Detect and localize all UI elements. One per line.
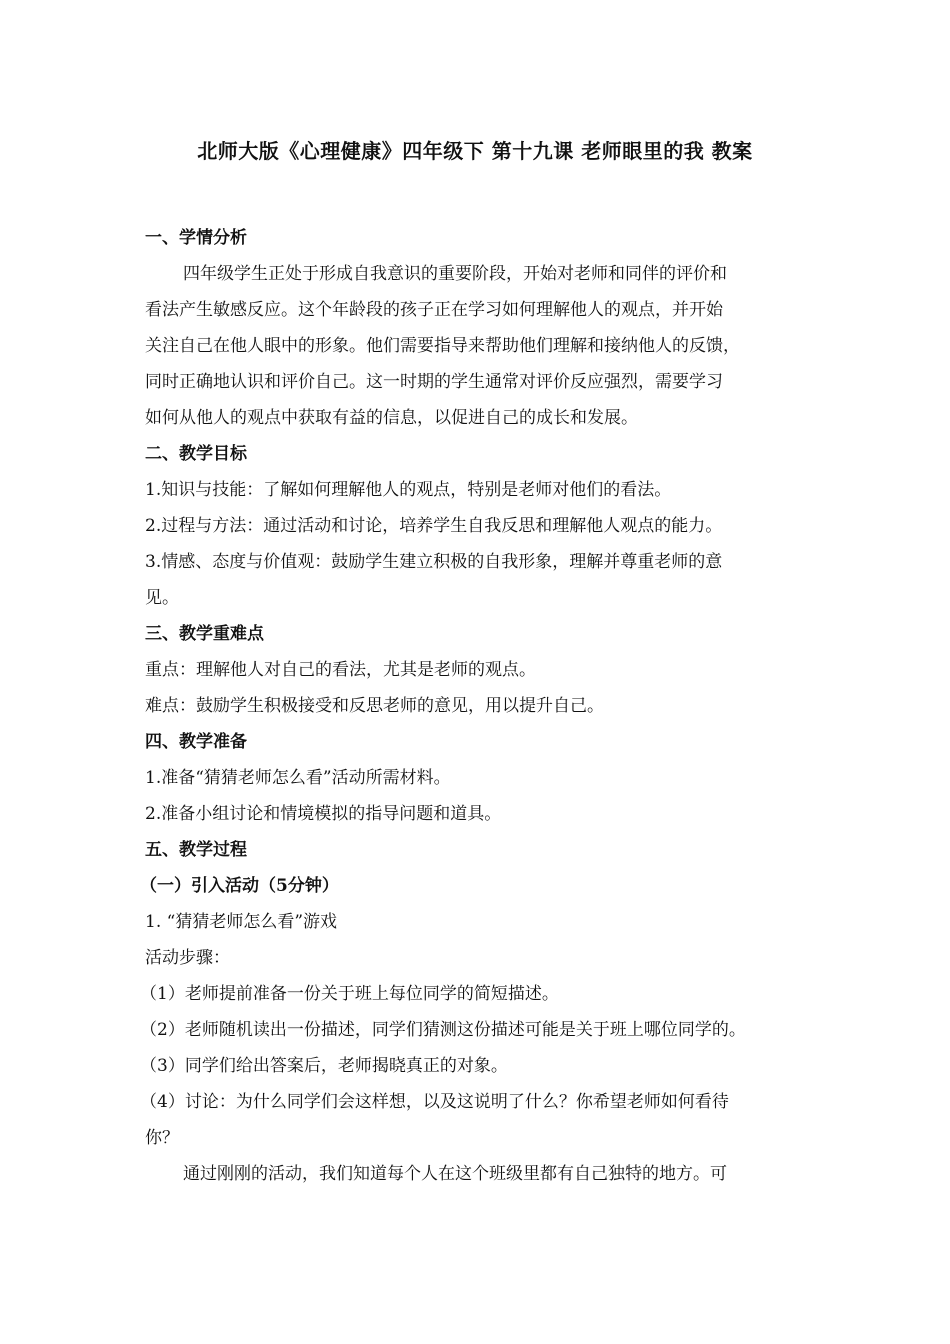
activity-step: （4）讨论：为什么同学们会这样想，以及这说明了什么？你希望老师如何看待 <box>140 1092 729 1112</box>
paragraph-line: 同时正确地认识和评价自己。这一时期的学生通常对评价反应强烈，需要学习 <box>145 372 723 392</box>
paragraph-line: 看法产生敏感反应。这个年龄段的孩子正在学习如何理解他人的观点，并开始 <box>145 300 723 320</box>
section-heading-preparation: 四、教学准备 <box>145 732 247 752</box>
activity-step: （2）老师随机读出一份描述，同学们猜测这份描述可能是关于班上哪位同学的。 <box>140 1020 746 1040</box>
paragraph-line: 四年级学生正处于形成自我意识的重要阶段，开始对老师和同伴的评价和 <box>183 264 727 284</box>
activity-step: （3）同学们给出答案后，老师揭晓真正的对象。 <box>140 1056 508 1076</box>
activity-steps-label: 活动步骤： <box>145 948 230 968</box>
goal-item: 1.知识与技能：了解如何理解他人的观点，特别是老师对他们的看法。 <box>145 480 672 500</box>
section-heading-goals: 二、教学目标 <box>145 444 247 464</box>
activity-title: 1. “猜猜老师怎么看”游戏 <box>145 912 338 932</box>
goal-item-continuation: 见。 <box>145 588 179 608</box>
goal-item: 2.过程与方法：通过活动和讨论，培养学生自我反思和理解他人观点的能力。 <box>145 516 723 536</box>
preparation-item: 1.准备“猜猜老师怎么看”活动所需材料。 <box>145 768 451 788</box>
activity-step: （1）老师提前准备一份关于班上每位同学的简短描述。 <box>140 984 559 1004</box>
preparation-item: 2.准备小组讨论和情境模拟的指导问题和道具。 <box>145 804 502 824</box>
difficult-point: 难点：鼓励学生积极接受和反思老师的意见，用以提升自己。 <box>145 696 604 716</box>
paragraph-line: 如何从他人的观点中获取有益的信息，以促进自己的成长和发展。 <box>145 408 638 428</box>
section-heading-analysis: 一、学情分析 <box>145 228 247 248</box>
paragraph-line: 通过刚刚的活动，我们知道每个人在这个班级里都有自己独特的地方。可 <box>183 1164 727 1184</box>
key-point: 重点：理解他人对自己的看法，尤其是老师的观点。 <box>145 660 536 680</box>
section-heading-process: 五、教学过程 <box>145 840 247 860</box>
goal-item: 3.情感、态度与价值观：鼓励学生建立积极的自我形象，理解并尊重老师的意 <box>145 552 723 572</box>
subsection-heading-intro: （一）引入活动（5分钟） <box>140 876 339 896</box>
section-heading-key-points: 三、教学重难点 <box>145 624 264 644</box>
activity-step-continuation: 你？ <box>145 1128 179 1148</box>
paragraph-line: 关注自己在他人眼中的形象。他们需要指导来帮助他们理解和接纳他人的反馈， <box>145 336 740 356</box>
document-title: 北师大版《心理健康》四年级下 第十九课 老师眼里的我 教案 <box>197 139 753 163</box>
